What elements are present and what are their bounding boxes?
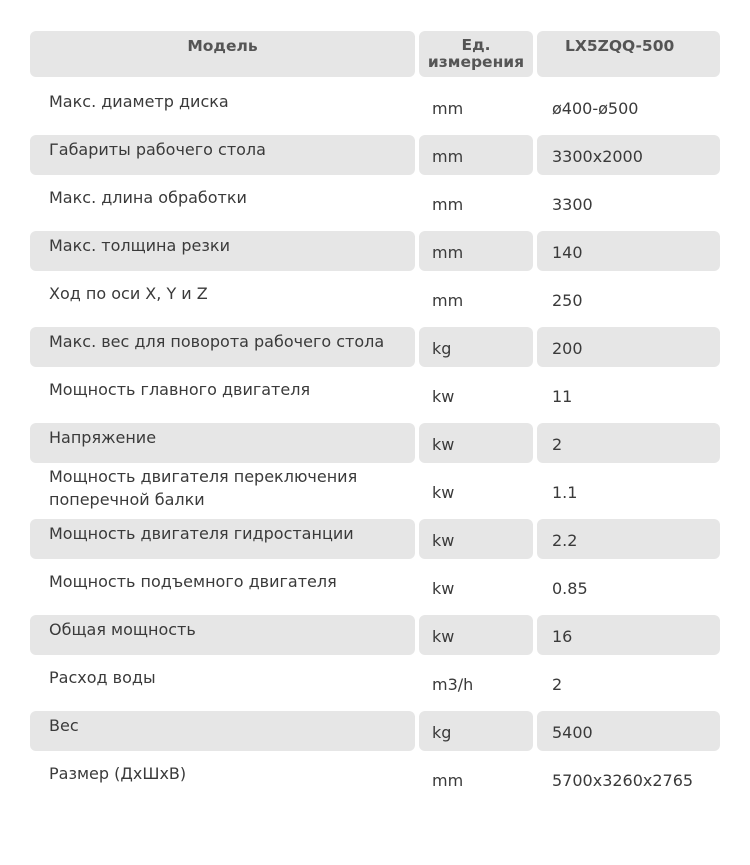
param-name: Макс. длина обработки xyxy=(49,188,247,207)
param-cell xyxy=(30,615,415,655)
unit-cell xyxy=(419,423,533,463)
header-model-value-text: LX5ZQQ-500 xyxy=(565,37,675,55)
param-name: Макс. толщина резки xyxy=(49,236,230,255)
unit-cell xyxy=(419,87,533,127)
table-row xyxy=(30,375,720,423)
param-unit: m3/h xyxy=(432,674,474,694)
table-row xyxy=(30,467,720,519)
table-row xyxy=(30,327,720,375)
value-cell xyxy=(537,759,720,799)
table-row xyxy=(30,615,720,663)
value-cell xyxy=(537,87,720,127)
table-row xyxy=(30,87,720,135)
unit-cell xyxy=(419,135,533,175)
value-cell xyxy=(537,279,720,319)
value-cell xyxy=(537,567,720,607)
value-cell xyxy=(537,615,720,655)
param-unit: kw xyxy=(432,530,455,550)
param-unit: kw xyxy=(432,434,455,454)
param-cell xyxy=(30,279,415,319)
param-name: Вес xyxy=(49,716,79,735)
table-row xyxy=(30,135,720,183)
unit-cell xyxy=(419,471,533,511)
param-unit: kg xyxy=(432,722,452,742)
value-cell xyxy=(537,327,720,367)
table-row xyxy=(30,423,720,471)
param-cell xyxy=(30,183,415,223)
param-value: 250 xyxy=(552,290,583,310)
param-name: Размер (ДхШхВ) xyxy=(49,764,187,783)
value-cell xyxy=(537,711,720,751)
param-name: Мощность двигателя гидростанции xyxy=(49,524,354,543)
header-unit-label xyxy=(419,31,533,77)
unit-cell xyxy=(419,279,533,319)
param-unit: mm xyxy=(432,194,464,214)
value-cell xyxy=(537,519,720,559)
param-name: Мощность подъемного двигателя xyxy=(49,572,337,591)
param-name: Мощность двигателя переключения поперечной балки xyxy=(49,467,358,509)
param-value: 11 xyxy=(552,386,573,406)
unit-cell xyxy=(419,375,533,415)
unit-cell xyxy=(419,615,533,655)
param-name: Габариты рабочего стола xyxy=(49,140,266,159)
param-cell xyxy=(30,567,415,607)
table-row xyxy=(30,279,720,327)
table-row xyxy=(30,711,720,759)
table-row xyxy=(30,231,720,279)
param-value: 1.1 xyxy=(552,482,578,502)
header-spacer xyxy=(30,79,720,87)
param-cell xyxy=(30,663,415,703)
param-cell xyxy=(30,423,415,463)
table-row xyxy=(30,183,720,231)
param-unit: mm xyxy=(432,242,464,262)
header-model-label xyxy=(30,31,415,77)
param-value: 200 xyxy=(552,338,583,358)
param-value: 2 xyxy=(552,674,563,694)
header-unit-label-text: Ед. измерения xyxy=(427,36,525,71)
param-name: Ход по оси X, Y и Z xyxy=(49,284,208,303)
param-unit: mm xyxy=(432,290,464,310)
param-value: ø400-ø500 xyxy=(552,98,639,118)
unit-cell xyxy=(419,567,533,607)
param-unit: kw xyxy=(432,626,455,646)
param-value: 5400 xyxy=(552,722,593,742)
param-unit: mm xyxy=(432,98,464,118)
unit-cell xyxy=(419,183,533,223)
param-cell xyxy=(30,759,415,799)
param-unit: mm xyxy=(432,770,464,790)
param-unit: kw xyxy=(432,482,455,502)
header-model-label-text: Модель xyxy=(187,37,258,55)
value-cell xyxy=(537,375,720,415)
param-unit: kw xyxy=(432,578,455,598)
unit-cell xyxy=(419,663,533,703)
unit-cell xyxy=(419,711,533,751)
param-name: Макс. вес для поворота рабочего стола xyxy=(49,332,385,351)
spec-table xyxy=(30,31,720,807)
unit-cell xyxy=(419,519,533,559)
table-row xyxy=(30,759,720,807)
param-value: 2.2 xyxy=(552,530,578,550)
value-cell xyxy=(537,663,720,703)
value-cell xyxy=(537,135,720,175)
param-cell xyxy=(30,711,415,751)
param-name: Мощность главного двигателя xyxy=(49,380,311,399)
value-cell xyxy=(537,183,720,223)
table-row xyxy=(30,567,720,615)
unit-cell xyxy=(419,759,533,799)
param-cell xyxy=(30,375,415,415)
table-row xyxy=(30,519,720,567)
param-value: 2 xyxy=(552,434,563,454)
value-cell xyxy=(537,471,720,511)
param-unit: mm xyxy=(432,146,464,166)
param-name: Макс. диаметр диска xyxy=(49,92,229,111)
param-value: 3300x2000 xyxy=(552,146,643,166)
param-value: 5700x3260x2765 xyxy=(552,770,694,790)
unit-cell xyxy=(419,231,533,271)
param-name: Общая мощность xyxy=(49,620,196,639)
value-cell xyxy=(537,231,720,271)
param-value: 0.85 xyxy=(552,578,588,598)
param-unit: kg xyxy=(432,338,452,358)
param-cell xyxy=(30,231,415,271)
header-model-value xyxy=(537,31,720,77)
param-name: Напряжение xyxy=(49,428,157,447)
unit-cell xyxy=(419,327,533,367)
param-value: 3300 xyxy=(552,194,593,214)
table-row xyxy=(30,663,720,711)
param-unit: kw xyxy=(432,386,455,406)
param-cell xyxy=(30,327,415,367)
table-header xyxy=(30,31,720,79)
param-value: 140 xyxy=(552,242,583,262)
param-cell xyxy=(30,519,415,559)
param-value: 16 xyxy=(552,626,573,646)
param-cell xyxy=(30,467,415,511)
value-cell xyxy=(537,423,720,463)
param-cell xyxy=(30,135,415,175)
param-cell xyxy=(30,87,415,127)
param-name: Расход воды xyxy=(49,668,156,687)
